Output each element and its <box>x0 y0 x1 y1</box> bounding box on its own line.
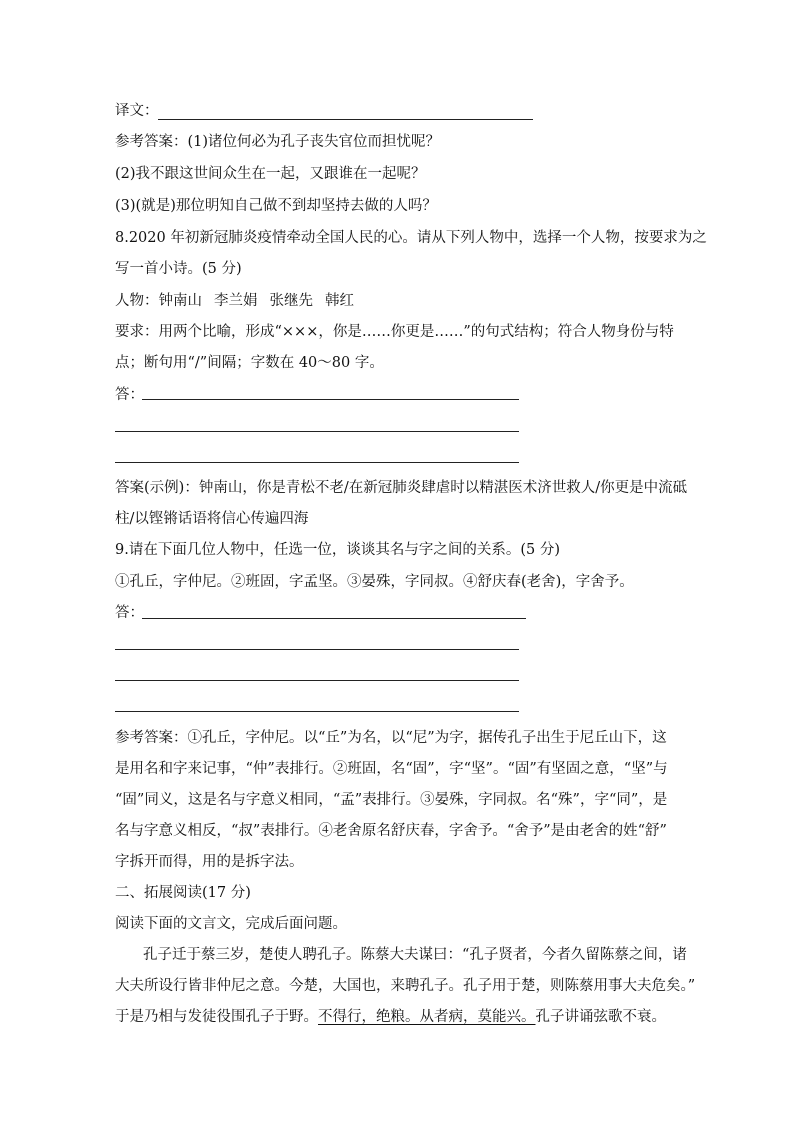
q8-stem-line1: 8.2020 年初新冠肺炎疫情牵动全国人民的心。请从下列人物中，选择一个人物，按要求为之 <box>115 230 707 246</box>
q8-requirement-line2: 点；断句用“/”间隔；字数在 40～80 字。 <box>115 355 384 371</box>
q8-people-line <box>115 291 354 311</box>
ref-answer-7-a2: (2)我不跟这世间众生在一起，又跟谁在一起呢？ <box>115 166 426 182</box>
q9-answer-label: 答： <box>115 605 144 621</box>
q8-sample-line1: 答案(示例)：钟南山，你是青松不老/在新冠肺炎肆虐时以精湛医术济世救人/你更是中流砥 <box>115 480 688 496</box>
q8-person: 李兰娟 <box>214 293 258 309</box>
q8-person: 韩红 <box>325 293 354 309</box>
passage-line2: 大夫所设行皆非仲尼之意。今楚，大国也，来聘孔子。孔子用于楚，则陈蔡用事大夫危矣。” <box>115 978 696 994</box>
translation-label: 译文： <box>115 103 159 119</box>
q9-options: ①孔丘，字仲尼。②班固，字孟坚。③晏殊，字同叔。④舒庆春(老舍)，字舍予。 <box>115 574 634 590</box>
section2-title: 二、拓展阅读(17 分) <box>115 885 251 901</box>
passage-line1: 孔子迁于蔡三岁，楚使人聘孔子。陈蔡大夫谋曰：“孔子贤者，今者久留陈蔡之间，诸 <box>143 947 687 963</box>
passage-line3-a: 于是乃相与发徒役围孔子于野。 <box>115 1009 318 1025</box>
q9-answer-blank[interactable] <box>115 649 519 650</box>
q8-person: 张继先 <box>269 293 313 309</box>
q8-sample-line2: 柱/以铿锵话语将信心传遍四海 <box>115 511 309 527</box>
q8-answer-blank[interactable] <box>115 462 519 463</box>
q8-answer-blank[interactable] <box>115 431 519 432</box>
q8-people-label: 人物： <box>115 293 159 309</box>
q9-ref-line: 参考答案：①孔丘，字仲尼。以“丘”为名，以“尼”为字，据传孔子出生于尼丘山下，这 <box>115 730 667 746</box>
q9-answer-blank[interactable] <box>115 711 519 712</box>
section2-instruction: 阅读下面的文言文，完成后面问题。 <box>115 916 347 932</box>
q9-ref-line: 是用名和字来记事，“仲”表排行。②班固，名“固”，字“坚”。“固”有坚固之意，“坚”与 <box>115 761 668 777</box>
ref-answer-7-a3: (3)(就是)那位明知自己做不到却坚持去做的人吗？ <box>115 198 437 214</box>
q8-answer-blank[interactable] <box>142 399 519 400</box>
passage-line3-b: 孔子讲诵弦歌不衰。 <box>535 1009 666 1025</box>
ref-answer-7-a1: (1)诸位何必为孔子丧失官位而担忧呢？ <box>187 134 441 150</box>
q9-stem: 9.请在下面几位人物中，任选一位，谈谈其名与字之间的关系。(5 分) <box>115 542 560 558</box>
q8-answer-label: 答： <box>115 387 144 403</box>
q9-ref-line: “固”同义，这是名与字意义相同，“孟”表排行。③晏殊，字同叔。名“殊”，字“同”，是 <box>115 792 668 808</box>
q8-requirement-line1: 要求：用两个比喻，形成“×××，你是……你更是……”的句式结构；符合人物身份与特 <box>115 324 674 340</box>
passage-line3 <box>115 1007 666 1027</box>
ref-answer-7-label: 参考答案： <box>115 134 188 150</box>
q9-answer-blank[interactable] <box>142 618 526 619</box>
q9-ref-line: 字拆开而得，用的是拆字法。 <box>115 854 304 870</box>
q8-stem-line2: 写一首小诗。(5 分) <box>115 261 242 277</box>
q9-ref-line: 名与字意义相反，“叔”表排行。④老舍原名舒庆春，字舍予。“舍予”是由老舍的姓“舒” <box>115 823 667 839</box>
q8-person: 钟南山 <box>158 293 202 309</box>
ref-answer-7-line1 <box>115 132 440 152</box>
q9-answer-blank[interactable] <box>115 680 519 681</box>
passage-underlined-sentence: 不得行，绝粮。从者病，莫能兴。 <box>318 1009 536 1025</box>
translation-answer-blank[interactable] <box>158 119 533 120</box>
